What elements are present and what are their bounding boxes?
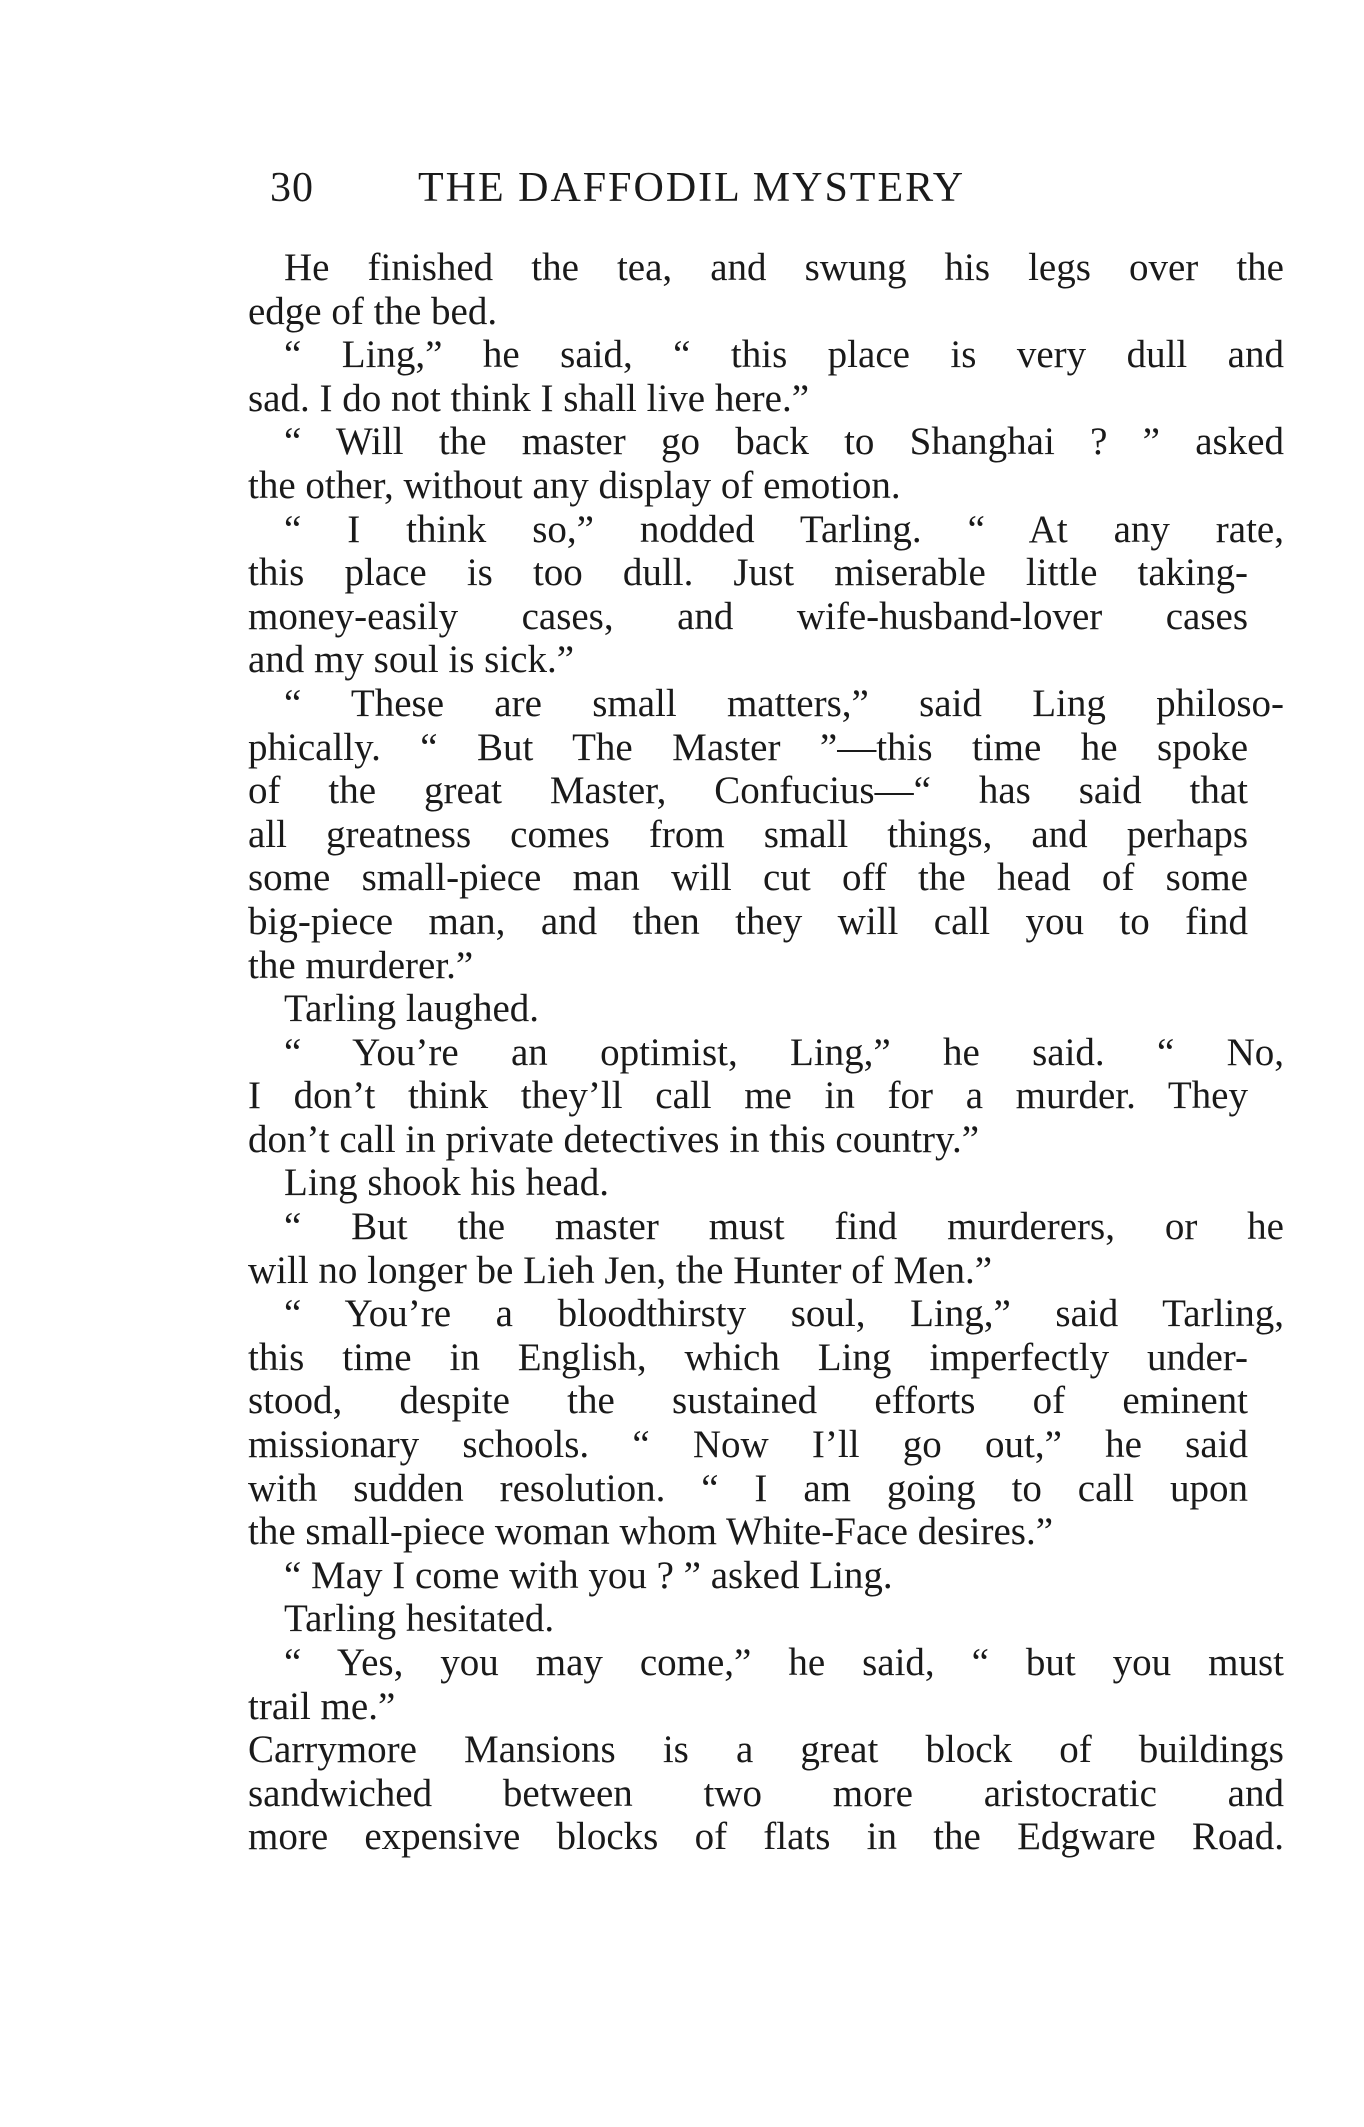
text-line: He finished the tea, and swung his legs over the (284, 246, 1284, 289)
text-line: money-easily cases, and wife-husband-lover cases (248, 594, 1248, 638)
text-line: the small-piece woman whom White-Face desires.” (248, 1510, 1054, 1554)
text-line: the murderer.” (248, 943, 474, 987)
text-line: stood, despite the sustained efforts of eminent (248, 1379, 1248, 1423)
text-line: phically. “ But The Master ”—this time he spoke (248, 725, 1248, 769)
text-line: “ Ling,” he said, “ this place is very dull and (284, 333, 1284, 377)
text-line: “ You’re a bloodthirsty soul, Ling,” said Tarling, (284, 1292, 1284, 1336)
text-line: Tarling hesitated. (284, 1597, 555, 1641)
text-line: trail me.” (248, 1684, 396, 1728)
text-line: Carrymore Mansions is a great block of buildings (248, 1728, 1284, 1772)
text-line: “ I think so,” nodded Tarling. “ At any rate, (284, 507, 1284, 551)
running-header (270, 158, 1280, 218)
text-line: big-piece man, and then they will call you to find (248, 899, 1248, 943)
text-line: this time in English, which Ling imperfectly under- (248, 1335, 1248, 1379)
text-line: missionary schools. “ Now I’ll go out,” he said (248, 1423, 1248, 1467)
text-line: “ But the master must find murderers, or he (284, 1205, 1284, 1249)
text-line: don’t call in private detectives in this country.” (248, 1117, 980, 1161)
text-line: this place is too dull. Just miserable little taking- (248, 551, 1248, 595)
text-line: Tarling laughed. (284, 987, 540, 1031)
text-line: more expensive blocks of flats in the Edgware Road. (248, 1815, 1284, 1859)
text-line: “ May I come with you ? ” asked Ling. (284, 1553, 893, 1597)
text-line: “ Will the master go back to Shanghai ? ” asked (284, 420, 1284, 464)
text-line: sad. I do not think I shall live here.” (248, 376, 810, 420)
text-line: the other, without any display of emotion. (248, 463, 901, 507)
text-line: sandwiched between two more aristocratic and (248, 1771, 1284, 1815)
book-title: THE DAFFODIL MYSTERY (418, 165, 966, 211)
text-line: of the great Master, Confucius—“ has said that (248, 769, 1248, 813)
text-line: edge of the bed. (248, 289, 498, 333)
text-line: with sudden resolution. “ I am going to call upon (248, 1466, 1248, 1510)
text-line: “ Yes, you may come,” he said, “ but you must (284, 1641, 1284, 1684)
text-line: will no longer be Lieh Jen, the Hunter of Men.” (248, 1248, 993, 1292)
text-line: “ These are small matters,” said Ling philoso- (284, 681, 1284, 725)
text-line: all greatness comes from small things, and perhaps (248, 812, 1248, 856)
text-line: some small-piece man will cut off the head of some (248, 856, 1248, 900)
text-line: Ling shook his head. (284, 1161, 609, 1205)
text-line: I don’t think they’ll call me in for a murder. They (248, 1074, 1248, 1118)
text-line: and my soul is sick.” (248, 638, 575, 682)
page-number: 30 (270, 165, 314, 211)
text-line: “ You’re an optimist, Ling,” he said. “ No, (284, 1030, 1284, 1074)
body-text (248, 246, 1284, 1859)
